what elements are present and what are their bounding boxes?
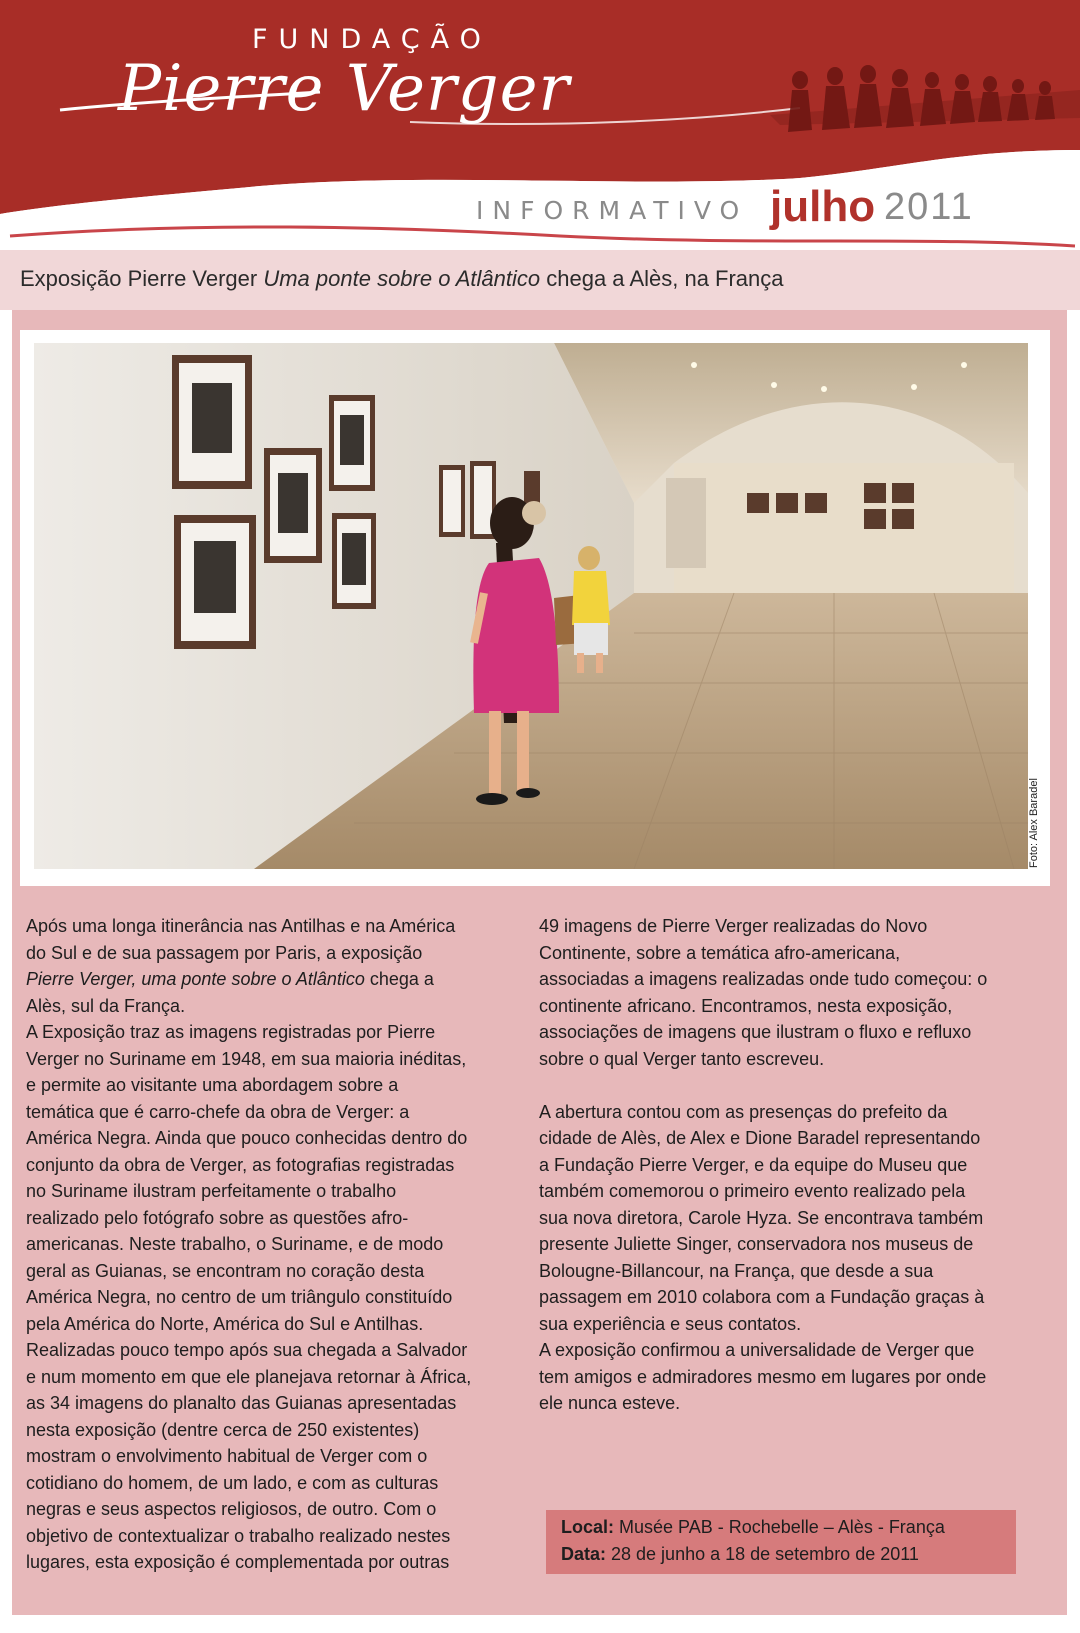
headline-start: Exposição Pierre Verger <box>20 266 264 291</box>
photo-credit: Foto: Alex Baradel <box>1028 778 1040 868</box>
location-value: Musée PAB - Rochebelle – Alès - França <box>614 1517 945 1537</box>
paragraph-line: mostram o envolvimento habitual de Verger com o <box>26 1446 428 1466</box>
paragraph-line: lugares, esta exposição é complementada por outras <box>26 1552 450 1572</box>
paragraph-line: A exposição confirmou a universalidade de Verger que <box>539 1340 975 1360</box>
paragraph-line: tem amigos e admiradores mesmo em lugares por onde <box>539 1366 987 1387</box>
paragraph-line: A abertura contou com as presenças do prefeito da <box>539 1101 948 1122</box>
paragraph-line: temática que é carro-chefe da obra de Verger: a <box>26 1101 410 1122</box>
org-label: FUNDAÇÃO <box>252 24 492 55</box>
date-label: Data: <box>561 1544 607 1564</box>
paragraph-line: sobre o qual Verger tanto escreveu. <box>539 1048 825 1069</box>
paragraph-line: as 34 imagens do planalto das Guianas apresentadas <box>26 1393 457 1413</box>
newsletter-header <box>0 0 1080 250</box>
paragraph-line: Realizadas pouco tempo após sua chegada a Salvador <box>26 1340 468 1360</box>
issue-year: 2011 <box>884 186 974 228</box>
paragraph-line: cidade de Alès, de Alex e Dione Baradel representando <box>539 1128 981 1148</box>
paragraph-line: e permite ao visitante uma abordagem sobre a <box>26 1075 399 1095</box>
exhibition-title-inline: Pierre Verger, uma ponte sobre o Atlântico <box>26 969 365 989</box>
paragraph-line: pela América do Norte, América do Sul e Antilhas. <box>26 1313 424 1334</box>
paragraph-line: também comemorou o primeiro evento realizado pela <box>539 1181 966 1201</box>
brand-signature: Pierre Verger <box>118 52 571 126</box>
paragraph-line: Continente, sobre a temática afro-americana, <box>539 942 901 963</box>
paragraph-line: associadas a imagens realizadas onde tudo começou: o <box>539 969 988 989</box>
paragraph-line: sua experiência e seus contatos. <box>539 1313 802 1334</box>
paragraph-line: a Fundação Pierre Verger, e da equipe do Museu que <box>539 1154 968 1175</box>
paragraph-line: 49 imagens de Pierre Verger realizadas do Novo <box>539 916 928 936</box>
paragraph-line <box>26 966 516 993</box>
paragraph-line: presente Juliette Singer, conservadora nos museus de <box>539 1234 974 1254</box>
paragraph-line: Após uma longa itinerância nas Antilhas e na América <box>26 916 456 936</box>
paragraph-line: e num momento em que ele planejava retornar à África, <box>26 1366 472 1387</box>
paragraph-line: Verger no Suriname em 1948, em sua maioria inéditas, <box>26 1048 467 1069</box>
paragraph-line: continente africano. Encontramos, nesta exposição, <box>539 995 953 1016</box>
paragraph-line: conjunto da obra de Verger, as fotografias registradas <box>26 1154 455 1175</box>
paragraph-line: nesta exposição (dentre cerca de 250 existentes) <box>26 1419 420 1440</box>
newsletter-label: INFORMATIVO <box>476 196 749 225</box>
paragraph-line: realizado pelo fotógrafo sobre as questões afro- <box>26 1207 409 1228</box>
paragraph-line: América Negra. Ainda que pouco conhecidas dentro do <box>26 1128 468 1148</box>
article-left-column <box>26 913 516 1576</box>
gallery-photo <box>34 343 1028 869</box>
paragraph-line: ele nunca esteve. <box>539 1393 681 1413</box>
paragraph-line-tail: chega a <box>364 969 434 989</box>
paragraph-line: associações de imagens que ilustram o fluxo e refluxo <box>539 1022 972 1042</box>
paragraph-line: negras e seus aspectos religiosos, de outro. Com o <box>26 1499 437 1519</box>
headline-end: chega a Alès, na França <box>540 266 784 291</box>
article-headline <box>20 266 784 292</box>
paragraph-line: objetivo de contextualizar o trabalho realizado nestes <box>26 1525 451 1546</box>
paragraph-line: do Sul e de sua passagem por Paris, a exposição <box>26 942 423 963</box>
date-value: 28 de junho a 18 de setembro de 2011 <box>606 1544 919 1564</box>
event-dates <box>561 1544 919 1565</box>
paragraph-line: no Suriname ilustram perfeitamente o trabalho <box>26 1181 397 1201</box>
event-location <box>561 1517 945 1538</box>
paragraph-line: cotidiano do homem, de um lado, e com as culturas <box>26 1472 439 1493</box>
paragraph-line: A Exposição traz as imagens registradas por Pierre <box>26 1022 436 1042</box>
issue-month: julho <box>770 182 876 231</box>
paragraph-line: geral as Guianas, se encontram no coração desta <box>26 1260 425 1281</box>
paragraph-line: Bolougne-Billancour, na França, que desde a sua <box>539 1260 934 1281</box>
paragraph-line: sua nova diretora, Carole Hyza. Se encontrava também <box>539 1207 984 1228</box>
paragraph-line: americanas. Neste trabalho, o Suriname, e de modo <box>26 1234 444 1254</box>
paragraph-line: América Negra, no centro de um triângulo constituído <box>26 1287 453 1307</box>
paragraph-line: Alès, sul da França. <box>26 995 186 1016</box>
location-label: Local: <box>561 1517 615 1537</box>
headline-exhibition-title: Uma ponte sobre o Atlântico <box>263 266 541 291</box>
article-right-column <box>539 913 1039 1417</box>
paragraph-line: passagem em 2010 colabora com a Fundação graças à <box>539 1287 985 1307</box>
